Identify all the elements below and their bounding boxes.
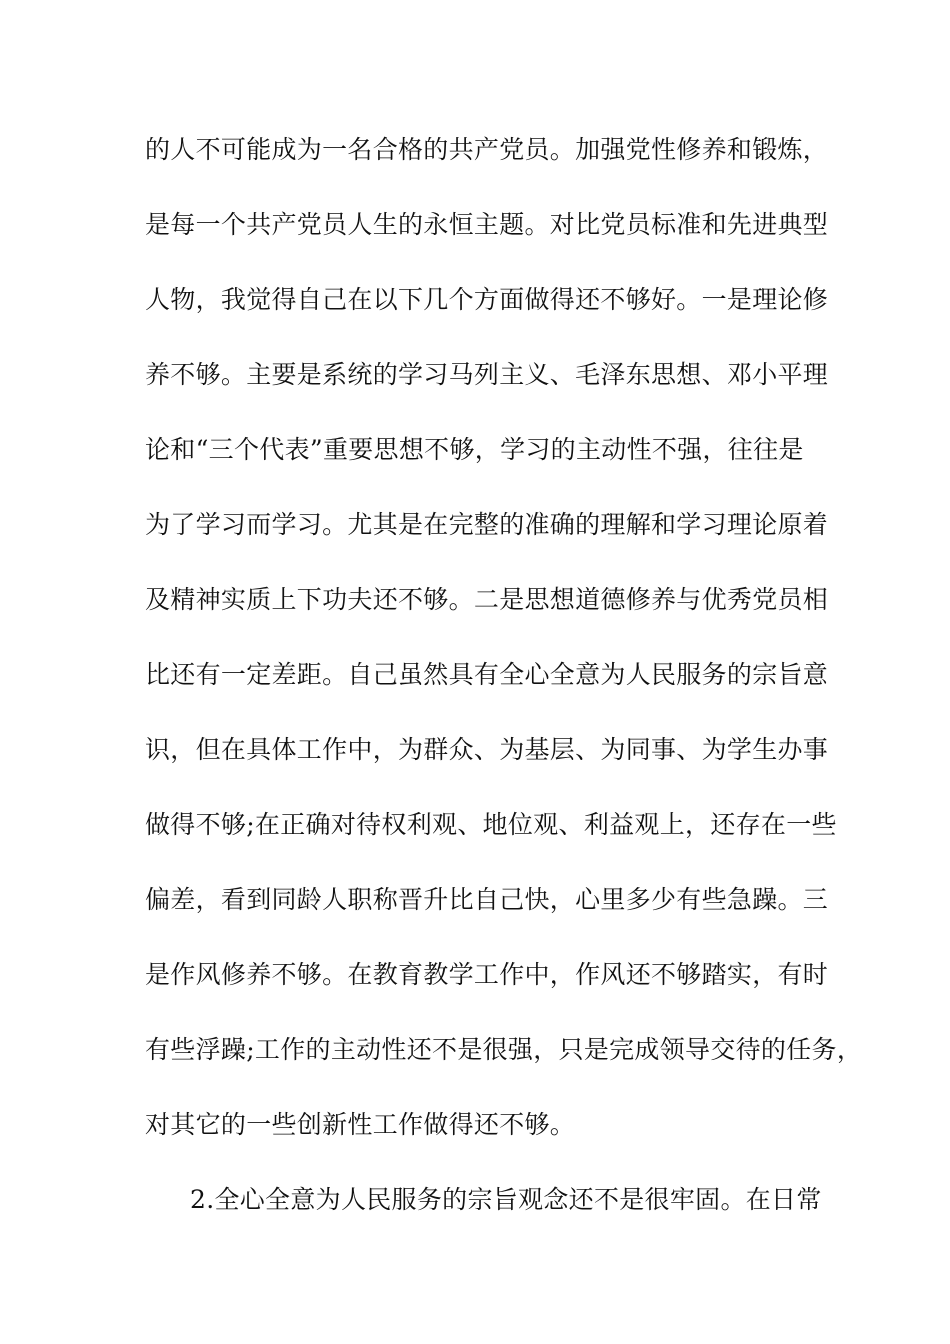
paragraph-line: 的人不可能成为一名合格的共产党员。加强党性修养和锻炼， [145, 135, 829, 164]
paragraph-line: 人物，我觉得自己在以下几个方面做得还不够好。一是理论修 [145, 285, 829, 314]
paragraph-line: 比还有一定差距。自己虽然具有全心全意为人民服务的宗旨意 [145, 660, 829, 689]
paragraph-line: 论和“三个代表”重要思想不够，学习的主动性不强，往往是 [145, 435, 804, 464]
paragraph-line: 做得不够;在正确对待权利观、地位观、利益观上，还存在一些 [145, 810, 837, 839]
numbered-paragraph-line: 2.全心全意为人民服务的宗旨观念还不是很牢固。在日常 [190, 1185, 822, 1214]
paragraph-line: 及精神实质上下功夫还不够。二是思想道德修养与优秀党员相 [145, 585, 829, 614]
paragraph-line: 识，但在具体工作中，为群众、为基层、为同事、为学生办事 [145, 735, 829, 764]
paragraph-line: 为了学习而学习。尤其是在完整的准确的理解和学习理论原着 [145, 510, 829, 539]
paragraph-line: 偏差，看到同龄人职称晋升比自己快，心里多少有些急躁。三 [145, 885, 829, 914]
paragraph-line: 养不够。主要是系统的学习马列主义、毛泽东思想、邓小平理 [145, 360, 829, 389]
paragraph-line: 是每一个共产党员人生的永恒主题。对比党员标准和先进典型 [145, 210, 829, 239]
paragraph-line: 对其它的一些创新性工作做得还不够。 [145, 1110, 576, 1139]
paragraph-line: 有些浮躁;工作的主动性还不是很强，只是完成领导交待的任务， [145, 1035, 863, 1064]
paragraph-line: 是作风修养不够。在教育教学工作中，作风还不够踏实，有时 [145, 960, 829, 989]
